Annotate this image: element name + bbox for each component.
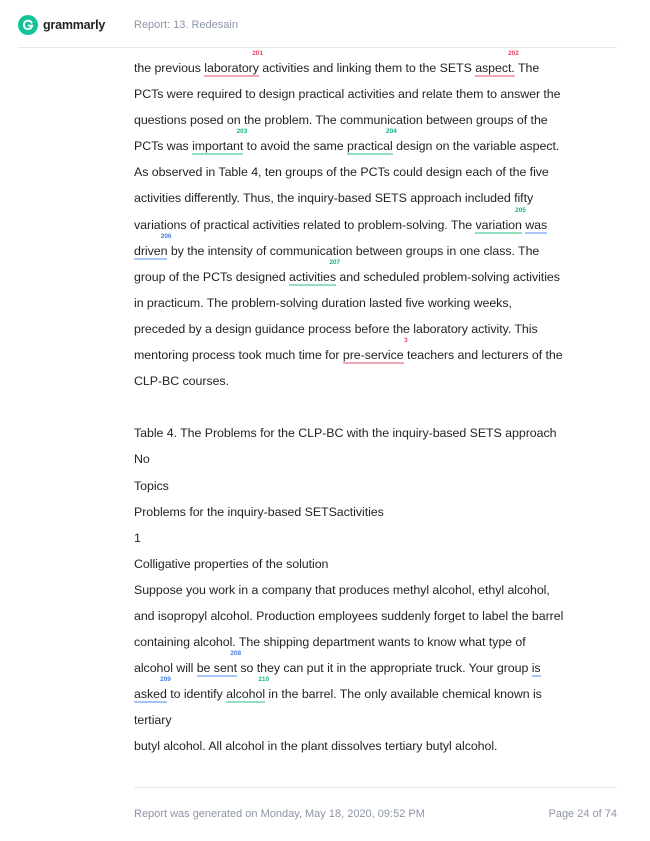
text-line: butyl alcohol. All alcohol in the plant dissolves tertiary butyl alcohol. bbox=[134, 739, 498, 754]
report-footer bbox=[134, 787, 617, 828]
table-caption: Table 4. The Problems for the CLP-BC with the inquiry-based SETS approach bbox=[134, 426, 557, 441]
text-line: and isopropyl alcohol. Production employees suddenly forget to label the barrel bbox=[134, 608, 564, 623]
suggestion-number: 208 bbox=[230, 650, 242, 658]
correctness-mark[interactable]: aspect. 202 bbox=[475, 50, 519, 75]
suggestion-number: 210 bbox=[258, 676, 270, 684]
suggestion-number: 205 bbox=[515, 206, 526, 214]
clarity-mark[interactable]: is bbox=[531, 661, 541, 676]
report-header bbox=[18, 14, 617, 48]
table-header-topics: Topics bbox=[134, 478, 169, 493]
text-line: tertiary bbox=[134, 713, 172, 728]
engagement-mark[interactable]: practical 204 bbox=[347, 128, 397, 154]
grammarly-g-icon bbox=[18, 15, 38, 35]
text-line: asked 209 to identify alcohol 210 in the barrel. The only available chemical known is bbox=[134, 676, 542, 702]
suggestion-number: 209 bbox=[160, 676, 171, 684]
clarity-mark[interactable]: was bbox=[525, 217, 548, 232]
text-line: group of the PCTs designed activities 207 and scheduled problem-solving activities bbox=[134, 258, 560, 284]
table-cell-no: 1 bbox=[134, 530, 141, 545]
generated-date: Report was generated on Monday, May 18, 2020, 09:52 PM bbox=[134, 808, 425, 820]
suggestion-number: 207 bbox=[329, 258, 341, 266]
text-line: in practicum. The problem-solving duration lasted five working weeks, bbox=[134, 295, 512, 310]
text-line: PCTs were required to design practical activities and relate them to answer the bbox=[134, 87, 561, 102]
clarity-mark[interactable]: asked 209 bbox=[134, 676, 171, 702]
text-line: variations of practical activities related to problem-solving. The variation 205 was bbox=[134, 206, 548, 232]
text-line: PCTs was important 203 to avoid the same practical 204 design on the variable aspect. bbox=[134, 128, 560, 154]
page-number: Page 24 of 74 bbox=[548, 808, 617, 820]
report-title: Report: 13. Redesain bbox=[134, 19, 238, 31]
engagement-mark[interactable]: important 203 bbox=[192, 128, 248, 154]
suggestion-number: 206 bbox=[160, 232, 172, 240]
table-cell-topic: Colligative properties of the solution bbox=[134, 556, 329, 571]
suggestion-number: 203 bbox=[236, 128, 248, 136]
suggestion-number: 202 bbox=[508, 50, 519, 57]
text-line: preceded by a design guidance process before the laboratory activity. This bbox=[134, 321, 538, 336]
text-line: alcohol will be sent 208 so they can put it in the appropriate truck. Your group is bbox=[134, 650, 541, 676]
document-body bbox=[134, 50, 614, 760]
text-line: driven 206 by the intensity of communication between groups in one class. The bbox=[134, 232, 540, 258]
grammarly-logo bbox=[18, 15, 105, 35]
engagement-mark[interactable]: alcohol 210 bbox=[226, 676, 270, 702]
engagement-mark[interactable]: activities 207 bbox=[289, 258, 341, 284]
suggestion-number: 3 bbox=[404, 337, 408, 345]
correctness-mark[interactable]: pre-service 3 bbox=[342, 337, 408, 363]
engagement-mark[interactable]: variation 205 bbox=[475, 206, 526, 232]
text-line: As observed in Table 4, ten groups of the PCTs could design each of the five bbox=[134, 165, 549, 180]
text-line: Suppose you work in a company that produces methyl alcohol, ethyl alcohol, bbox=[134, 582, 550, 597]
text-line: questions posed on the problem. The communication between groups of the bbox=[134, 113, 548, 128]
clarity-mark[interactable]: driven 206 bbox=[134, 232, 172, 258]
clarity-mark[interactable]: be sent 208 bbox=[196, 650, 242, 676]
logo-text: grammarly bbox=[43, 18, 106, 32]
text-line: activities differently. Thus, the inquiry-based SETS approach included fifty bbox=[134, 191, 534, 206]
table-header-no: No bbox=[134, 452, 150, 467]
paragraph-gap bbox=[134, 394, 614, 420]
suggestion-number: 204 bbox=[386, 128, 397, 136]
table-header-problems: Problems for the inquiry-based SETSactivities bbox=[134, 504, 384, 519]
correctness-mark[interactable]: laboratory 201 bbox=[204, 50, 263, 75]
text-line: containing alcohol. The shipping department wants to know what type of bbox=[134, 635, 526, 650]
suggestion-number: 201 bbox=[252, 50, 263, 57]
text-line: the previous laboratory 201 activities and linking them to the SETS aspect. 202 The bbox=[134, 50, 540, 75]
text-line: mentoring process took much time for pre-service 3 teachers and lecturers of the bbox=[134, 337, 563, 363]
text-line: CLP-BC courses. bbox=[134, 374, 229, 389]
